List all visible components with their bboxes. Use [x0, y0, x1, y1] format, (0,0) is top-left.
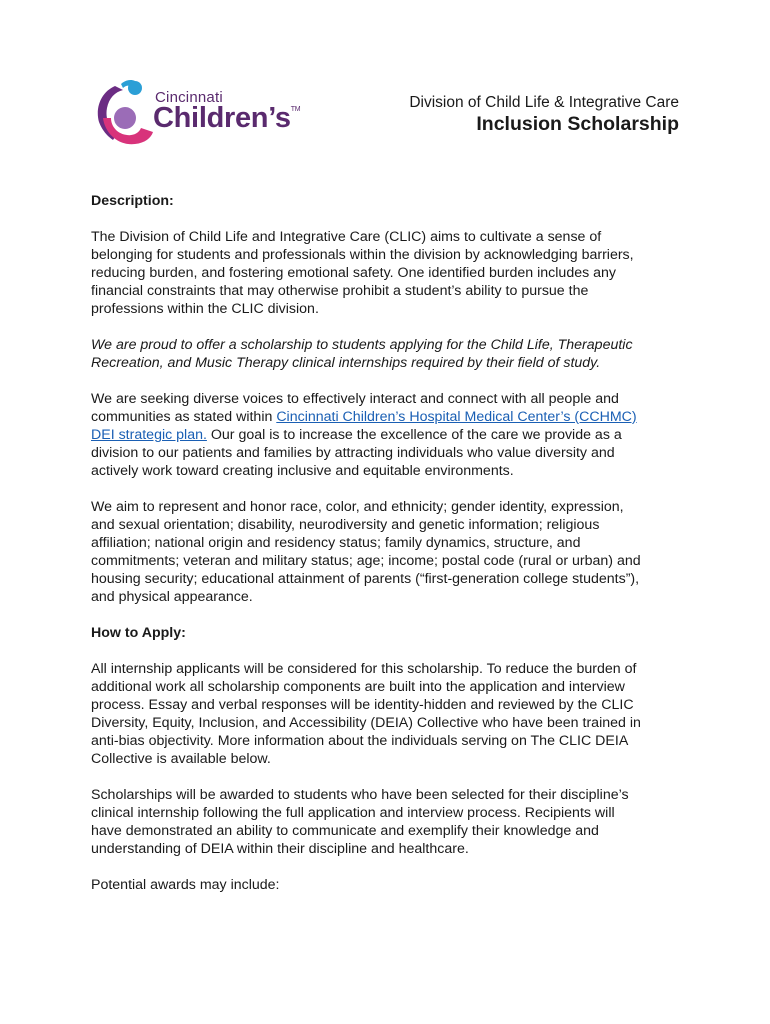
how-to-apply-heading: How to Apply:: [91, 625, 186, 641]
apply-paragraph-1: All internship applicants will be considered for this scholarship. To reduce the burden of additional work all scholarship components are built into the application and interview process. Essay and verbal responses will be identity-hidden and reviewed by the CLIC Diversity, Equity, Inclusion, and Accessibility (DEIA) Collective who have been trained in anti-bias objectivity. More information about the individuals serving on The CLIC DEIA Collective is available below.: [91, 661, 641, 767]
logo-mark-icon: [95, 78, 157, 148]
page-title: Inclusion Scholarship: [476, 113, 679, 135]
diversity-text-before-link: We are seeking diverse voices to effectively interact and connect with all people and communities as stated within: [91, 391, 619, 425]
document-body: [91, 192, 691, 912]
representation-paragraph: We aim to represent and honor race, color, and ethnicity; gender identity, expression, and sexual orientation; disability, neurodiversity and genetic information; religious affiliation; national origin and residency status; family dynamics, structure, and commitments; veteran and military status; age; income; postal code (rural or urban) and housing security; educational attainment of parents (“first-generation college students”), and physical appearance.: [91, 499, 641, 605]
diversity-paragraph: [91, 390, 691, 480]
scholarship-offer-paragraph: We are proud to offer a scholarship to students applying for the Child Life, Therapeutic Recreation, and Music Therapy clinical internships required by their field of study.: [91, 337, 633, 371]
cincinnati-childrens-logo: [95, 78, 301, 148]
dei-strategic-plan-link[interactable]: Cincinnati Children’s Hospital Medical Center’s (CCHMC) DEI strategic plan.: [91, 409, 637, 443]
logo-text-childrens: [153, 102, 300, 135]
logo-trademark: TM: [290, 106, 301, 113]
apply-paragraph-2: Scholarships will be awarded to students who have been selected for their discipline’s clinical internship following the full application and interview process. Recipients will have demonstrated an ability to communicate and exemplify their knowledge and understanding of DEIA within their discipline and healthcare.: [91, 787, 629, 857]
logo-text-childrens-word: Children’s: [153, 102, 291, 134]
potential-awards-text: Potential awards may include:: [91, 877, 280, 893]
diversity-text-after-link: Our goal is to increase the excellence of the care we provide as a division to our patients and families by attracting individuals who value diversity and actively work toward creating inclusive and equitable environments.: [91, 427, 622, 479]
description-heading: Description:: [91, 193, 174, 209]
division-subtitle: Division of Child Life & Integrative Care: [409, 94, 679, 111]
description-paragraph-1: The Division of Child Life and Integrative Care (CLIC) aims to cultivate a sense of belonging for students and professionals within the division by acknowledging barriers, reducing burden, and fostering emotional safety. One identified burden includes any financial constraints that may otherwise prohibit a student’s ability to pursue the professions within the CLIC division.: [91, 229, 634, 317]
logo-text-cincinnati: Cincinnati: [155, 89, 223, 106]
